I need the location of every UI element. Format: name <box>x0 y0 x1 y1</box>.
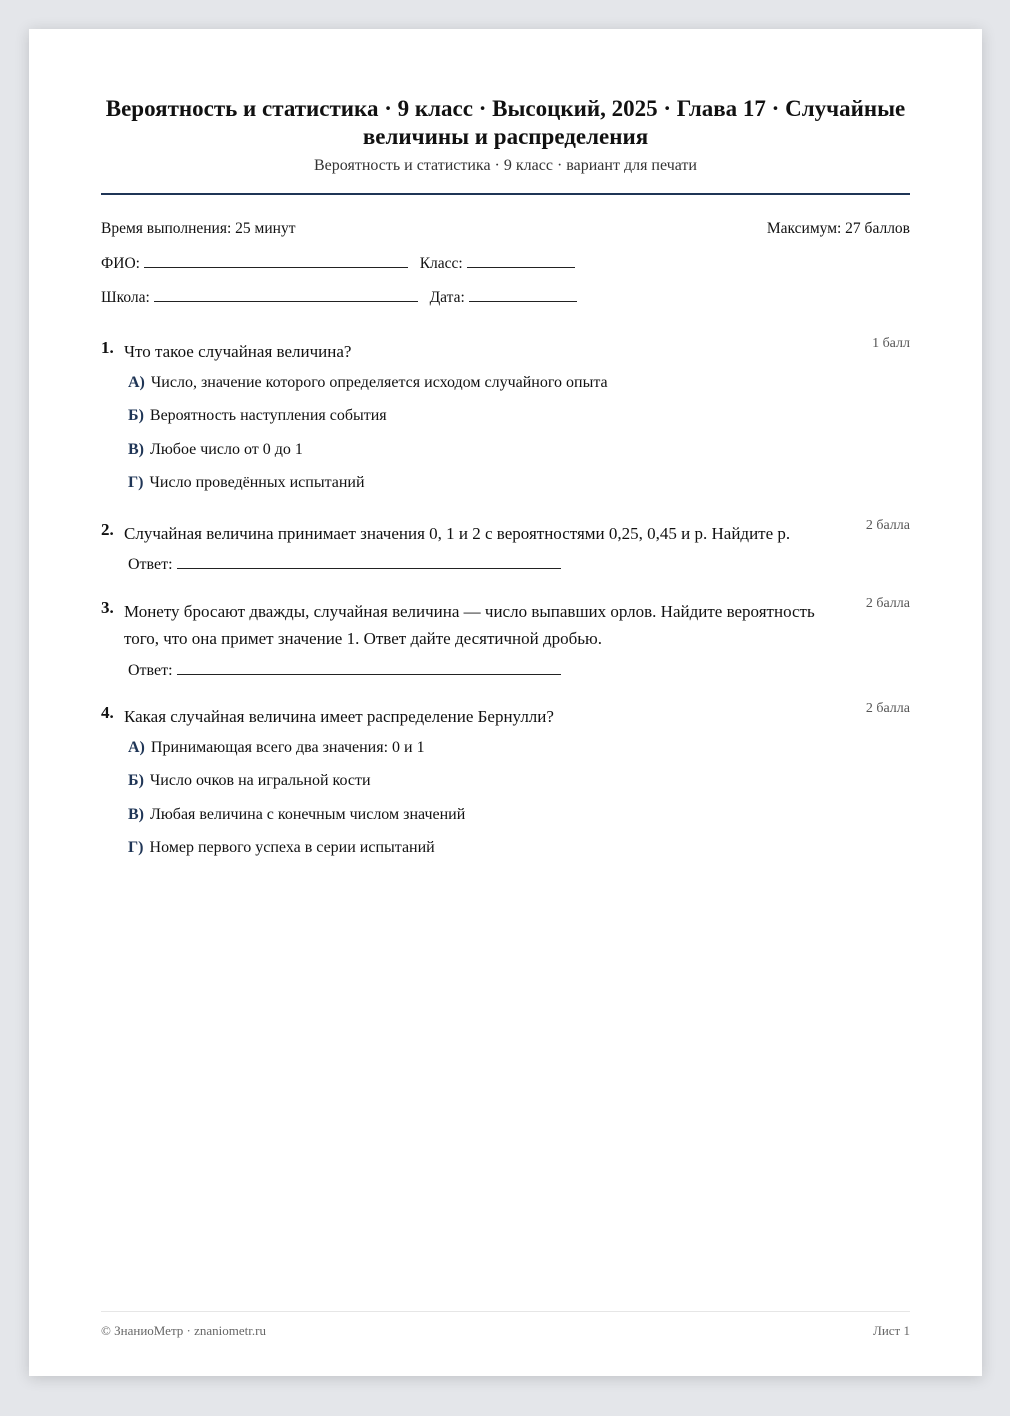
footer-divider <box>101 1311 910 1312</box>
option-text: Число проведённых испытаний <box>149 474 365 491</box>
option-letter: Г) <box>128 839 144 856</box>
option-b[interactable] <box>128 772 371 790</box>
answer-field[interactable] <box>177 660 561 675</box>
option-text: Вероятность наступления события <box>149 407 387 424</box>
option-text: Число очков на игральной кости <box>149 772 371 789</box>
option-letter: А) <box>128 374 145 391</box>
question-text: Случайная величина принимает значения 0, 1 и 2 с вероятностями 0,25, 0,45 и p. Найдите p. <box>124 524 791 543</box>
footer-page-number: Лист 1 <box>873 1323 910 1338</box>
option-a[interactable] <box>128 739 425 757</box>
page-title: Вероятность и статистика · 9 класс · Высоцкий, 2025 · Глава 17 · Случайные величины и распределения <box>105 96 906 149</box>
answer-row <box>128 554 561 574</box>
school-label: Школа: <box>101 289 150 306</box>
question-points: 2 балла <box>865 701 910 716</box>
option-letter: В) <box>128 806 144 823</box>
question-number: 3. <box>101 598 114 617</box>
fio-row <box>101 253 575 273</box>
school-row <box>101 287 577 307</box>
answer-field[interactable] <box>177 554 561 569</box>
option-text: Номер первого успеха в серии испытаний <box>149 839 435 856</box>
option-letter: Б) <box>128 772 144 789</box>
header-divider <box>101 193 910 195</box>
question-number: 2. <box>101 520 114 539</box>
option-text: Любая величина с конечным числом значений <box>150 806 466 823</box>
answer-label: Ответ: <box>128 556 173 573</box>
fio-label: ФИО: <box>101 255 140 272</box>
option-letter: Г) <box>128 474 144 491</box>
option-d[interactable] <box>128 839 435 857</box>
answer-label: Ответ: <box>128 662 173 679</box>
answer-row <box>128 660 561 680</box>
option-d[interactable] <box>128 474 365 492</box>
date-label: Дата: <box>429 289 465 306</box>
question-points: 1 балл <box>872 336 910 351</box>
option-c[interactable] <box>128 806 465 824</box>
date-field[interactable] <box>469 287 577 302</box>
question-text: Что такое случайная величина? <box>124 342 352 361</box>
page-subtitle: Вероятность и статистика · 9 класс · вариант для печати <box>314 157 697 174</box>
option-text: Принимающая всего два значения: 0 и 1 <box>150 739 425 756</box>
option-a[interactable] <box>128 374 608 392</box>
footer-copyright: © ЗнаниоМетр · znaniometr.ru <box>101 1323 266 1338</box>
option-text: Любое число от 0 до 1 <box>150 441 303 458</box>
worksheet-page <box>29 29 982 1376</box>
fio-field[interactable] <box>144 253 408 268</box>
option-b[interactable] <box>128 407 387 425</box>
option-c[interactable] <box>128 441 303 459</box>
question-number: 1. <box>101 338 114 357</box>
option-letter: В) <box>128 441 144 458</box>
question-points: 2 балла <box>865 518 910 533</box>
max-score: Максимум: 27 баллов <box>766 220 910 237</box>
school-field[interactable] <box>154 287 418 302</box>
time-limit: Время выполнения: 25 минут <box>101 220 296 237</box>
class-label: Класс: <box>419 255 463 272</box>
question-number: 4. <box>101 703 114 722</box>
question-points: 2 балла <box>865 596 910 611</box>
question-text: Какая случайная величина имеет распределение Бернулли? <box>124 707 554 726</box>
option-letter: А) <box>128 739 145 756</box>
option-letter: Б) <box>128 407 144 424</box>
question-text: Монету бросают дважды, случайная величина — число выпавших орлов. Найдите вероятность того, что она примет значение 1. Ответ дайте десятичной дробью. <box>124 602 815 648</box>
class-field[interactable] <box>467 253 575 268</box>
option-text: Число, значение которого определяется исходом случайного опыта <box>150 374 608 391</box>
